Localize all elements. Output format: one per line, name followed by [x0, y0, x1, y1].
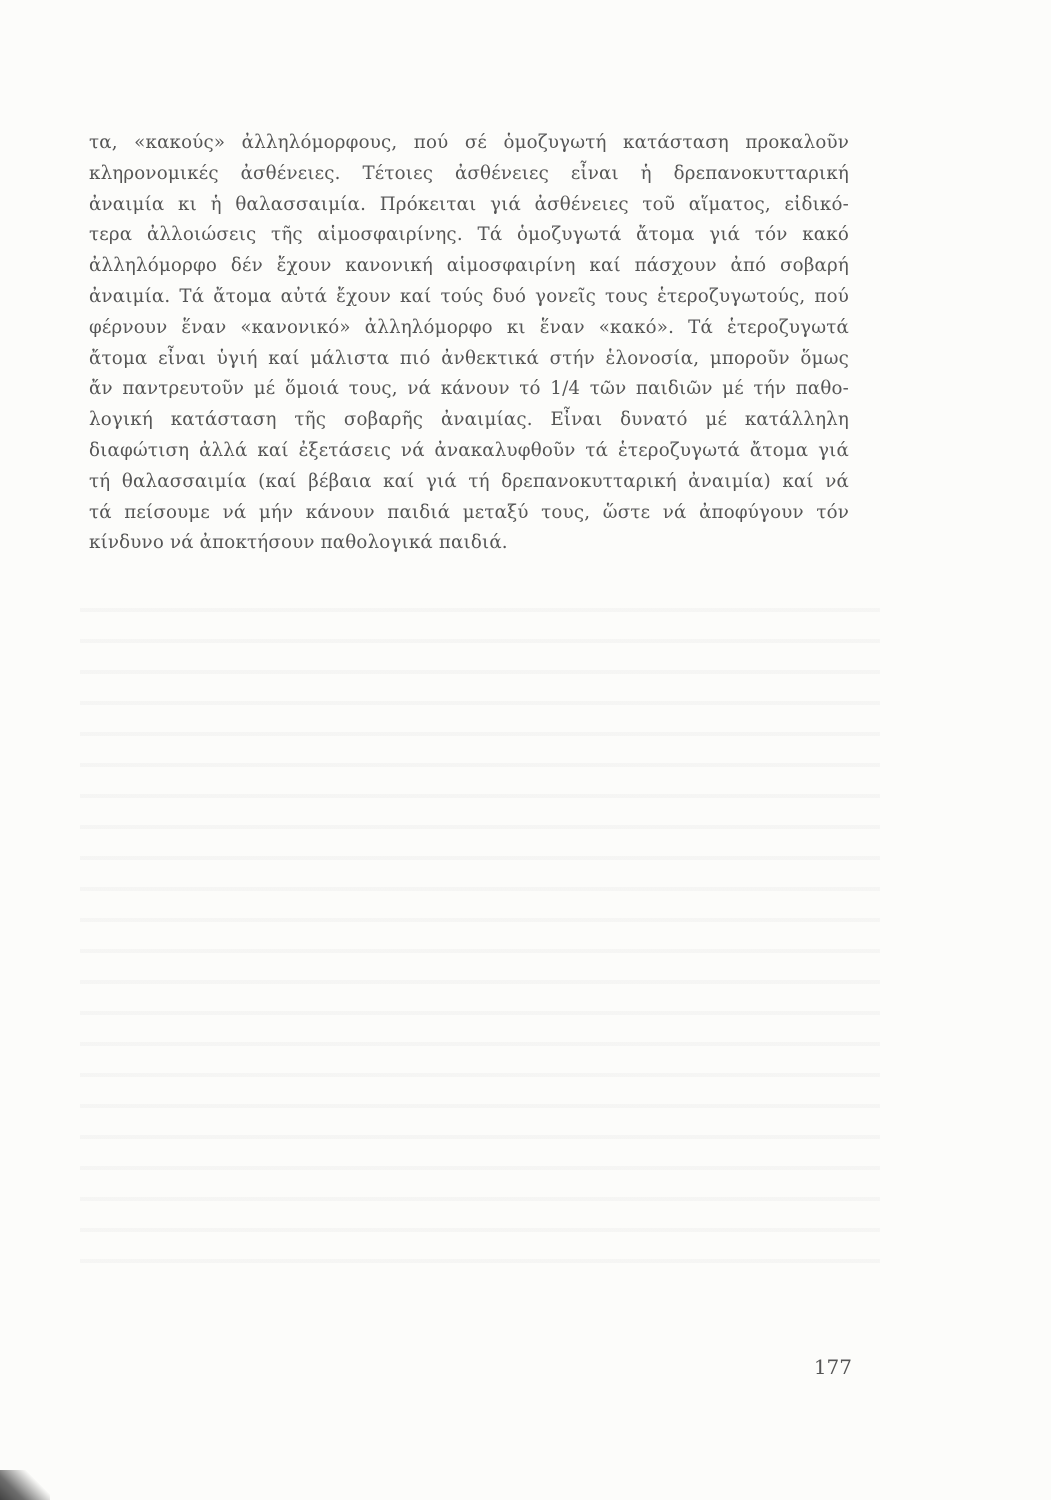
text-line: κληρονομικές ἀσθένειες. Τέτοιες ἀσθένειες εἶναι ἡ δρεπανοκυτταρική [89, 162, 849, 184]
text-line: λογική κατάσταση τῆς σοβαρῆς ἀναιμίας. Εἶναι δυνατό μέ κατάλληλη [89, 409, 849, 431]
text-line: τή θαλασσαιμία (καί βέβαια καί γιά τή δρεπανοκυτταρική ἀναιμία) καί νά [89, 470, 849, 492]
scan-corner-shadow [0, 1470, 50, 1500]
text-line: διαφώτιση ἀλλά καί ἐξετάσεις νά ἀνακαλυφθοῦν τά ἑτεροζυγωτά ἄτομα γιά [89, 439, 849, 461]
body-paragraph [89, 128, 849, 559]
text-line: ἄν παντρευτοῦν μέ ὅμοιά τους, νά κάνουν τό 1/4 τῶν παιδιῶν μέ τήν παθο- [89, 378, 849, 400]
text-line: τα, «κακούς» ἀλληλόμορφους, πού σέ ὁμοζυγωτή κατάσταση προκαλοῦν [89, 132, 849, 153]
text-line: ἀναιμία. Τά ἄτομα αὐτά ἔχουν καί τούς δυό γονεῖς τους ἑτεροζυγωτούς, πού [89, 285, 849, 307]
text-line: ἄτομα εἶναι ὑγιή καί μάλιστα πιό ἀνθεκτικά στήν ἑλονοσία, μποροῦν ὅμως [89, 347, 849, 369]
text-line: φέρνουν ἕναν «κανονικό» ἀλληλόμορφο κι ἕναν «κακό». Τά ἑτεροζυγωτά [89, 316, 849, 338]
text-line: ἀλληλόμορφο δέν ἔχουν κανονική αἱμοσφαιρίνη καί πάσχουν ἀπό σοβαρή [89, 255, 849, 277]
text-line: ἀναιμία κι ἡ θαλασσαιμία. Πρόκειται γιά ἀσθένειες τοῦ αἵματος, εἰδικό- [89, 193, 849, 215]
text-line: τερα ἀλλοιώσεις τῆς αἱμοσφαιρίνης. Τά ὁμοζυγωτά ἄτομα γιά τόν κακό [89, 224, 849, 246]
page-number: 177 [813, 1355, 852, 1379]
show-through-texture [80, 590, 880, 1290]
text-line: τά πείσουμε νά μήν κάνουν παιδιά μεταξύ τους, ὥστε νά ἀποφύγουν τόν [89, 501, 849, 523]
text-line: κίνδυνο νά ἀποκτήσουν παθολογικά παιδιά. [89, 532, 508, 554]
